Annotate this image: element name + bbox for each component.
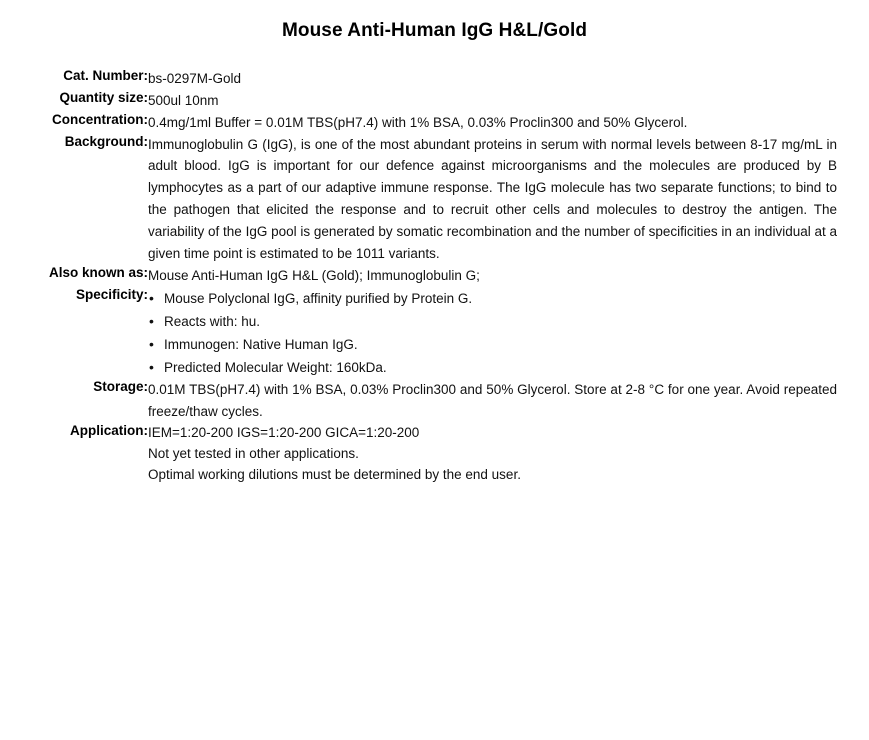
list-item: • Predicted Molecular Weight: 160kDa.: [148, 356, 849, 379]
label-cat-number: Cat. Number:: [63, 68, 148, 83]
table-row-cat-number: [20, 68, 849, 90]
value-cat-number: bs-0297M-Gold: [148, 71, 242, 86]
datasheet-page: [0, 20, 869, 486]
page-title: Mouse Anti-Human IgG H&L/Gold: [281, 20, 588, 41]
value-concentration: 0.4mg/1ml Buffer = 0.01M TBS(pH7.4) with 1% BSA, 0.03% Proclin300 and 50% Glycerol.: [148, 114, 688, 130]
label-background: Background:: [64, 133, 148, 149]
specification-table: [20, 68, 849, 486]
value-application: [148, 423, 849, 486]
value-storage: 0.01M TBS(pH7.4) with 1% BSA, 0.03% Proclin300 and 50% Glycerol. Store at 2-8 °C for one year. Avoid repeated freeze/thaw cycles.: [148, 382, 837, 420]
table-row-application: [20, 423, 849, 486]
table-row-storage: [20, 379, 849, 423]
table-row-specificity: [20, 287, 849, 380]
value-specificity: [148, 287, 849, 380]
table-row-background: [20, 134, 849, 265]
application-line: Optimal working dilutions must be determined by the end user.: [148, 467, 521, 483]
application-line: Not yet tested in other applications.: [148, 446, 359, 462]
table-row-also-known-as: [20, 265, 849, 287]
specificity-list: [148, 287, 849, 380]
value-quantity-size: 500ul 10nm: [148, 92, 219, 108]
list-item: • Reacts with: hu.: [148, 310, 849, 333]
application-line: IEM=1:20-200 IGS=1:20-200 GICA=1:20-200: [148, 425, 420, 441]
label-storage: Storage:: [93, 379, 148, 395]
label-concentration: Concentration:: [52, 111, 148, 127]
list-item: • Immunogen: Native Human IgG.: [148, 333, 849, 356]
table-row-quantity-size: [20, 90, 849, 112]
label-application: Application:: [70, 423, 148, 439]
table-row-concentration: [20, 112, 849, 134]
label-quantity-size: Quantity size:: [59, 89, 148, 105]
value-also-known-as: Mouse Anti-Human IgG H&L (Gold); Immunoglobulin G;: [148, 267, 480, 283]
value-background: Immunoglobulin G (IgG), is one of the most abundant proteins in serum with normal levels between 8-17 mg/mL in adult blood. IgG is important for our defence against microorganisms and the molecules are produced by B lymphocytes as a part of our adaptive immune response. The IgG molecule has two separate functions; to bind to the pathogen that elicited the response and to recruit other cells and molecules to destroy the antigen. The variability of the IgG pool is generated by somatic recombination and the number of specificities in an individual at a given time point is estimated to be 1011 variants.: [148, 136, 837, 261]
label-also-known-as: Also known as:: [48, 264, 148, 280]
label-specificity: Specificity:: [75, 286, 148, 302]
list-item: • Mouse Polyclonal IgG, affinity purified by Protein G.: [148, 287, 849, 310]
